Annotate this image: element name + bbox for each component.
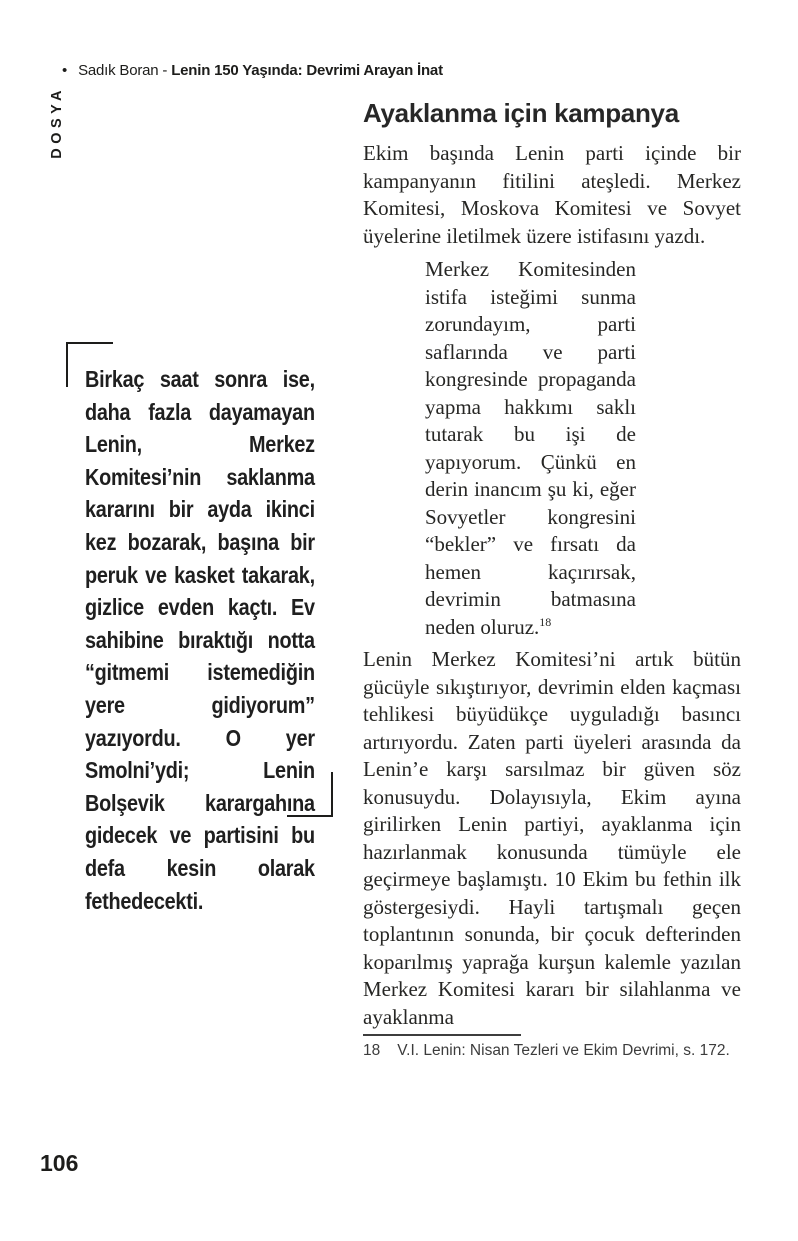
page-number: 106 bbox=[40, 1150, 79, 1176]
footnote-reference: 18 bbox=[539, 614, 552, 629]
footnote-rule bbox=[363, 1034, 521, 1036]
section-label-vertical: DOSYA bbox=[49, 86, 65, 159]
header-author: Sadık Boran - bbox=[78, 62, 168, 79]
article-paragraph-2: Lenin Merkez Komitesi’ni artık bütün gücüyle sıkıştırıyor, devrimin elden kaçması tehlikesi büyüdükçe uyguladığı basıncı artırıyordu. Zaten parti üyeleri arasında da Lenin’e karşı sarsılmaz bir güven söz konusuydu. Dolayısıyla, Ekim ayına girilirken Lenin partiyi, ayaklanma için hazırlanmak konusunda tümüyle ele geçirmeye başlamıştı. 10 Ekim bu fethin ilk göstergesiydi. Hayli tartışmalı geçen toplantının sonunda, bir çocuk defterinden koparılmış yaprağa kurşun kalemle yazılan Merkez Komitesi kararı bir silahlanma ve ayaklanma bbox=[363, 647, 741, 1029]
article-blockquote bbox=[425, 256, 636, 641]
running-header bbox=[62, 62, 443, 79]
blockquote-text: Merkez Komitesinden istifa isteğimi sunma zorundayım, parti saflarında ve parti kongresinde propaganda yapma hakkımı saklı tutarak bu işi de yapıyorum. Çünkü en derin inancım şu ki, eğer Sovyetler kongresini “bekler” ve fırsatı da hemen kaçırırsak, devrimin batmasına neden oluruz. bbox=[425, 257, 636, 639]
article-paragraph-1: Ekim başında Lenin parti içinde bir kampanyanın fitilini ateşledi. Merkez Komitesi, Moskova Komitesi ve Sovyet üyelerine iletilmek üzere istifasını yazdı. bbox=[363, 141, 741, 248]
header-book-title: Lenin 150 Yaşında: Devrimi Arayan İnat bbox=[171, 62, 443, 79]
footnote-number: 18 bbox=[363, 1042, 381, 1059]
pull-quote-close-bracket bbox=[287, 772, 333, 817]
header-bullet-icon: • bbox=[62, 62, 68, 79]
article-column bbox=[363, 98, 741, 1061]
footnote bbox=[363, 1041, 741, 1061]
pull-quote-text: Birkaç saat sonra ise, daha fazla dayamayan Lenin, Merkez Komitesi’nin saklanma kararını bir ayda ikinci kez bozarak, başına bir peruk ve kasket takarak, gizlice evden kaçtı. Ev sahibine bıraktığı notta “gitmemi istemediğin yere gidiyorum” yazıyordu. O yer Smolni’ydi; Lenin Bolşevik karargahına gidecek ve partisini bu defa kesin olarak fethedecekti. bbox=[85, 366, 315, 914]
pull-quote bbox=[85, 363, 315, 917]
article-heading: Ayaklanma için kampanya bbox=[363, 98, 679, 128]
footnote-text: V.I. Lenin: Nisan Tezleri ve Ekim Devrimi, s. 172. bbox=[397, 1042, 730, 1059]
